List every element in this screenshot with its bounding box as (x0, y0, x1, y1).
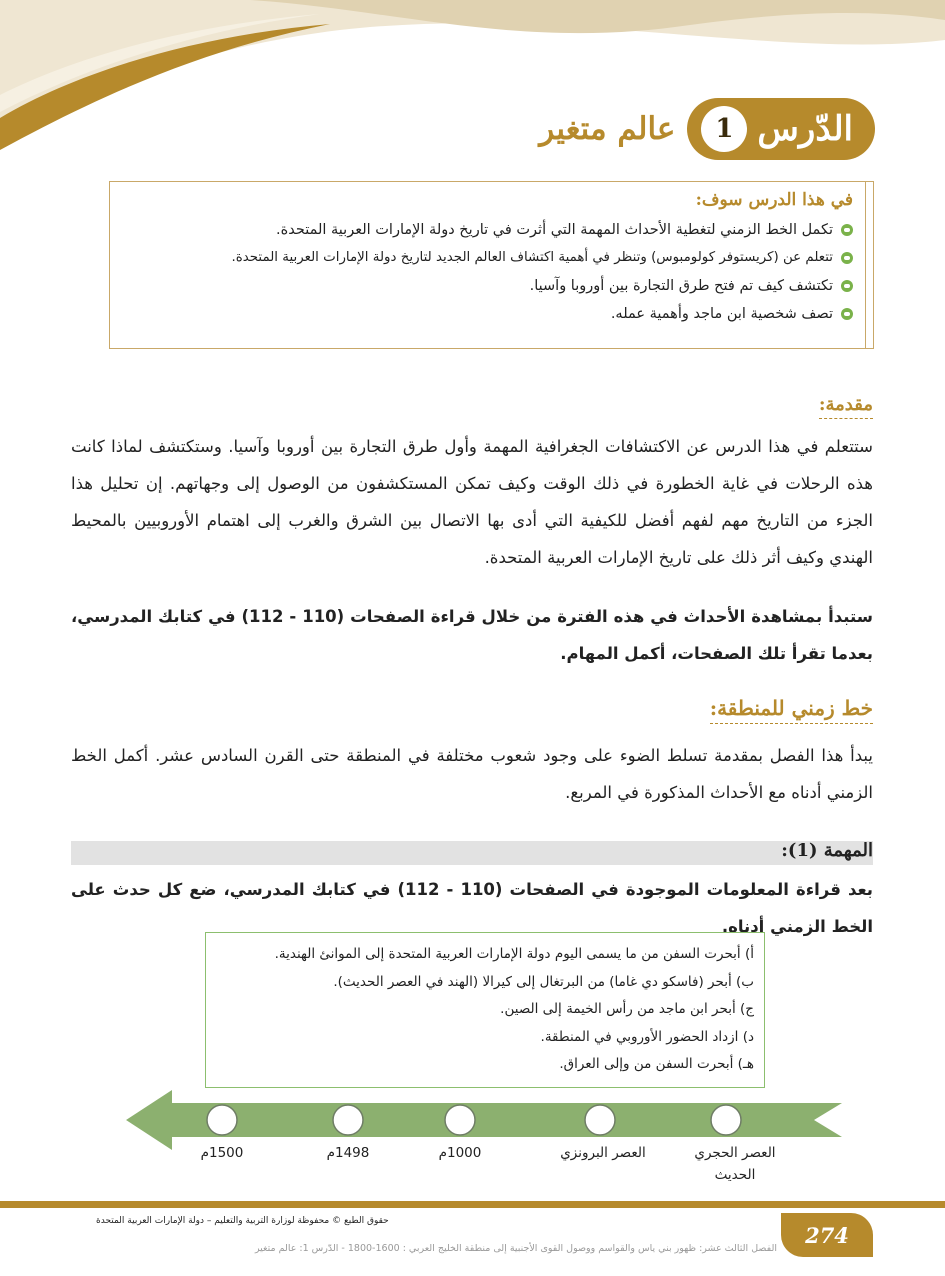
event-item: د) ازداد الحضور الأوروبي في المنطقة. (540, 1028, 754, 1045)
timeline-slot[interactable] (333, 1105, 363, 1135)
timeline-slot[interactable] (445, 1105, 475, 1135)
objective-item: تكمل الخط الزمني لتغطية الأحداث المهمة التي أثرت في تاريخ دولة الإمارات العربية المتحدة. (122, 216, 853, 244)
event-item: هـ) أبحرت السفن من وإلى العراق. (559, 1056, 754, 1072)
timeline-label: 1500م (200, 1145, 244, 1161)
event-item: ب) أبحر (فاسكو دي غاما) من البرتغال إلى كيرالا (الهند في العصر الحديث). (333, 973, 754, 990)
footer-bar (0, 1201, 945, 1208)
timeline-label: العصر البرونزي (560, 1145, 646, 1161)
objectives-heading: في هذا الدرس سوف: (695, 190, 853, 210)
timeline-heading: خط زمني للمنطقة: (710, 696, 873, 724)
intro-heading: مقدمة: (819, 394, 873, 419)
copyright-notice: حقوق الطبع © محفوظة لوزارة التربية والتعليم – دولة الإمارات العربية المتحدة (96, 1216, 389, 1226)
lesson-number: 1 (701, 106, 747, 152)
lesson-name: عالم متغير (539, 111, 676, 147)
events-box (205, 932, 765, 1088)
bullet-icon (841, 252, 853, 264)
objective-item: تكتشف كيف تم فتح طرق التجارة بين أوروبا وآسيا. (122, 272, 853, 300)
task-bar (71, 841, 873, 865)
timeline-label: 1498م (326, 1145, 370, 1161)
task-title: المهمة (1): (781, 840, 873, 861)
timeline-label: 1000م (438, 1145, 482, 1161)
objectives-box (109, 181, 866, 349)
timeline-slot[interactable] (585, 1105, 615, 1135)
lesson-title (539, 98, 875, 160)
intro-paragraph: ستتعلم في هذا الدرس عن الاكتشافات الجغرافية المهمة وأول طرق التجارة بين أوروبا وآسيا. وستكتشف لماذا كانت هذه الرحلات في غاية الخطورة في ذلك الوقت وكيف تمكن المستكشفون من الوصول إلى وجهاتهم. إن تحليل هذا الجزء من التاريخ مهم لفهم أفضل للكيفية التي أدى بها الاتصال بين الشرق والغرب إلى اهتمام الأوروبيين بالمحيط الهندي وكيف أثر ذلك على تاريخ الإمارات العربية المتحدة. (71, 437, 873, 567)
objective-item: تتعلم عن (كريستوفر كولومبوس) وتنظر في أهمية اكتشاف العالم الجديد لتاريخ دولة الإمارات العربية المتحدة. (122, 244, 853, 272)
bullet-icon (841, 308, 853, 320)
bullet-icon (841, 224, 853, 236)
timeline-slot[interactable] (711, 1105, 741, 1135)
page-number: 274 (781, 1213, 873, 1257)
event-item: أ) أبحرت السفن من ما يسمى اليوم دولة الإمارات العربية المتحدة إلى الموانئ الهندية. (274, 946, 754, 962)
chapter-note: الفصل الثالث عشر: ظهور بني ياس والقواسم ووصول القوى الأجنبية إلى منطقة الخليج العربي : 1600-1800 - الدّرس 1: عالم متغير (254, 1243, 777, 1254)
timeline-arrow (126, 1090, 842, 1150)
timeline-slot[interactable] (207, 1105, 237, 1135)
lesson-badge (687, 98, 875, 160)
intro-instruction: ستبدأ بمشاهدة الأحداث في هذه الفترة من خلال قراءة الصفحات (110 - 112) في كتابك المدرسي، بعدما تقرأ تلك الصفحات، أكمل المهام. (71, 607, 873, 663)
task-instruction: بعد قراءة المعلومات الموجودة في الصفحات (110 - 112) في كتابك المدرسي، ضع كل حدث على الخط الزمني أدناه. (71, 880, 873, 936)
objective-item: تصف شخصية ابن ماجد وأهمية عمله. (122, 300, 853, 328)
timeline-paragraph: يبدأ هذا الفصل بمقدمة تسلط الضوء على وجود شعوب مختلفة في المنطقة حتى القرن السادس عشر. أكمل الخط الزمني أدناه مع الأحداث المذكورة في المربع. (71, 746, 873, 802)
event-item: ج) أبحر ابن ماجد من رأس الخيمة إلى الصين. (500, 1001, 754, 1017)
timeline-label: العصر الحجري الحديث (694, 1145, 776, 1183)
bullet-icon (841, 280, 853, 292)
lesson-word: الدّرس (757, 109, 853, 149)
objectives-list (122, 216, 853, 328)
